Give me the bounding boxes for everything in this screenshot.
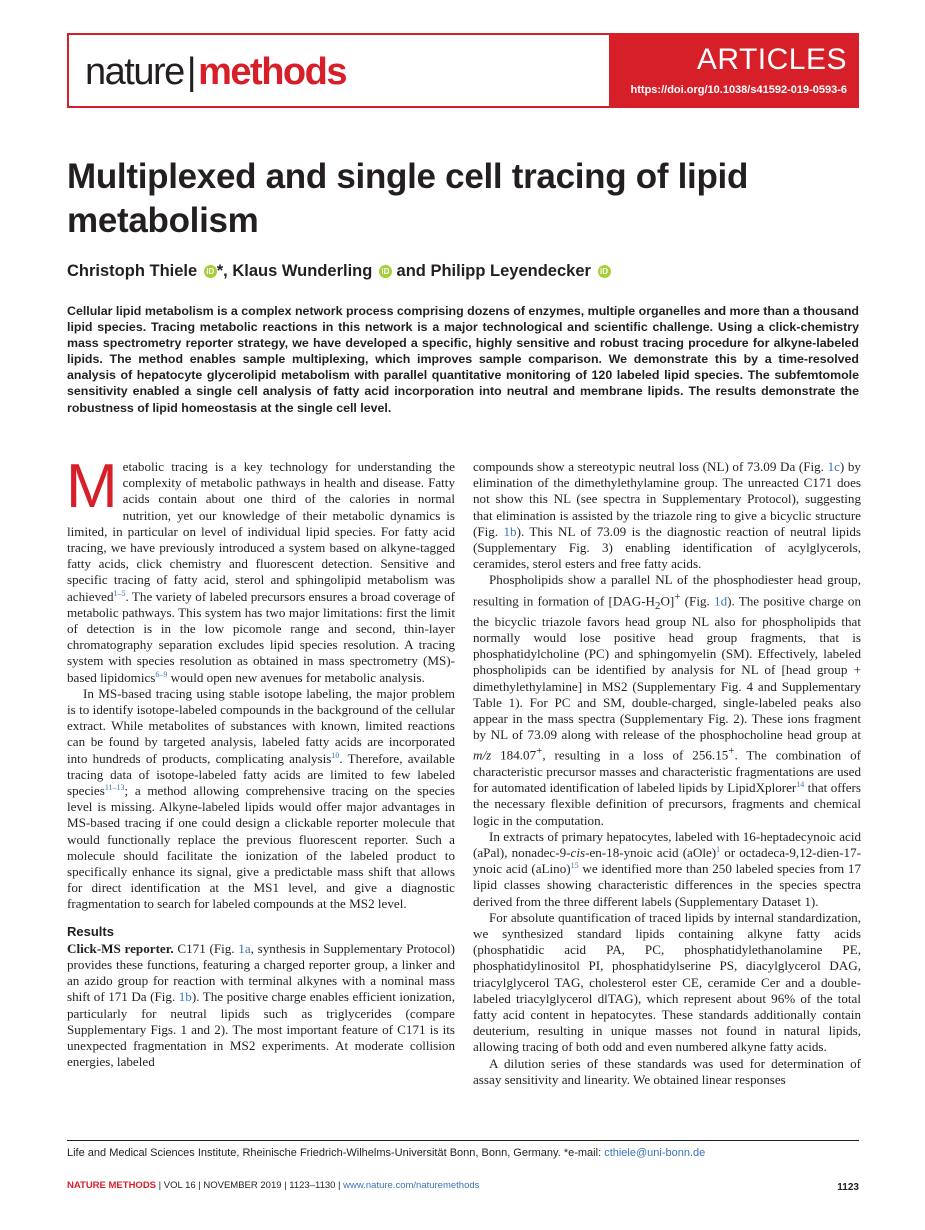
article-title: Multiplexed and single cell tracing of lipid metabolism (67, 157, 749, 240)
section-banner (609, 35, 857, 106)
journal-name: NATURE METHODS (67, 1180, 157, 1191)
paragraph: compounds show a stereotypic neutral loss (NL) of 73.09 Da (Fig. 1c) by elimination of the dimethylethylamine group. The unreacted C171 does not show this NL (see spectra in Supplementary Protocol), suggesting that elimination is assisted by the triazole ring to give a bicyclic structure (Fig. 1b). This NL of 73.09 is the diagnostic reaction of neutral lipids (Supplementary Fig. 3) enabling identification of acylglycerols, ceramides, sterol esters and free fatty acids. (473, 459, 861, 572)
figure-link[interactable]: 1b (178, 989, 192, 1005)
subsection-lead: Click-MS reporter. (67, 940, 174, 956)
figure-link[interactable]: 1d (714, 592, 728, 608)
figure-link[interactable]: 1a (238, 940, 251, 956)
paragraph: Click-MS reporter. C171 (Fig. 1a, synthesis in Supplementary Protocol) provides these functions, featuring a charged reporter group, a linker and an azido group for reaction with terminal alkynes with a nominal mass shift of 171 Da (Fig. 1b). The positive charge enables efficient ionization, particularly for neutral lipids such as triglycerides (compare Supplementary Figs. 1 and 2). The most important feature of C171 is its unexpected fragmentation in MS2 experiments. At moderate collision energies, labeled (67, 940, 456, 1070)
section-heading-results: Results (67, 923, 114, 939)
reference-link[interactable]: 11–13 (104, 783, 125, 793)
author-name[interactable]: Christoph Thiele (67, 262, 198, 280)
reference-link[interactable]: 10 (331, 750, 340, 760)
reference-link[interactable]: 1–5 (113, 588, 126, 598)
paragraph: In extracts of primary hepatocytes, labeled with 16-heptadecynoic acid (aPal), nonadec-9-cis-en-18-ynoic acid (aOle)$^1$ or octadeca-9,12-dien-17-ynoic acid (aLino)$^{15}$ we identified more than 250 labeled species from 17 lipid classes showing characteristic differences in the species spectra derived from the three different labels (Supplementary Dataset 1). (473, 828, 862, 909)
paragraph: Metabolic tracing is a key technology for understanding the complexity of metabolic pathways in health and disease. Fatty acids contain about one third of the calories in normal nutrition, yet our knowledge of their metabolic dynamics is limited, in particular on level of individual lipid species. For fatty acid tracing, we have previously introduced a system based on alkyne-tagged fatty acids, click chemistry and fluorescent detection. Sensitive and specific tracing of fatty acid, sterol and sphingolipid metabolism was achieved$^{1-5}$. The variety of labeled precursors ensures a broad coverage of metabolic pathways. This system has two major limitations: first the limit of detection is in the low picomole range and second, thin-layer chromatography separation excludes lipid species resolution. A tracing system with species resolution as obtained in mass spectrometry (MS)-based lipidomics$^{6-9}$ would open new avenues for metabolic analysis. (66, 452, 455, 685)
figure-link[interactable]: 1b (503, 523, 517, 539)
paragraph: For absolute quantification of traced lipids by internal standardization, we synthesized standard lipids containing alkyne fatty acids (phosphatidic acid PA, PC, phosphatidylethanolamine PE, phosphatidylinositol PI, phosphatidylserine PS, diacylglycerol DAG, triacylglycerol TAG, cholesterol ester CE, ceramide Cer and a double-labeled triacylglycerol dlTAG), which represent about 96% of the total fatty acid content in hepatocytes. These standards additionally contain deuterium, resulting in unique masses not found in natural lipids, allowing tracing of both odd and even numbered alkyne fatty acids. (473, 909, 861, 1055)
author-name[interactable]: Philipp Leyendecker (430, 262, 591, 280)
affiliation: Life and Medical Sciences Institute, Rheinische Friedrich-Wilhelms-Universität Bonn, Bonn, Germany. *e-mail: cthiele@uni-bonn.de (67, 1147, 706, 1159)
journal-logo-nature: nature (85, 51, 184, 93)
paragraph: In MS-based tracing using stable isotope labeling, the major problem is to identify isotope-labeled compounds in the background of the cellular extract. While metabolites of substances with known, limited reactions can be found by targeted analysis, labeled fatty acids are incorporated into hundreds of products, complicating analysis$^{10}$. Therefore, available tracing data of isotope-labeled fatty acids are limited to few labeled species$^{11-13}$; a method allowing comprehensive tracing on the species level is missing. Alkyne-labeled lipids would offer major advantages in MS-based tracing if one could design a clickable reporter molecule that would functionally replace the previous fluorescent reporter. Such a molecule should facilitate the ionization of the labeled product to specifically enhance its signal, give a predictable mass shift that allows for direct identification at the MS1 level, and give a diagnostic fragmentation to search for labeled compounds at the MS2 level. (67, 685, 455, 912)
body-column-left (66, 452, 456, 1070)
masthead (67, 33, 859, 108)
reference-link[interactable]: 6–9 (155, 669, 168, 679)
journal-url-link[interactable]: www.nature.com/naturemethods (343, 1180, 480, 1191)
body-column-right (473, 459, 861, 1088)
author-name[interactable]: Klaus Wunderling (232, 262, 373, 280)
orcid-icon[interactable]: iD (379, 265, 392, 278)
figure-link[interactable]: 1c (827, 459, 840, 474)
drop-cap: M (66, 452, 118, 521)
email-link[interactable]: cthiele@uni-bonn.de (604, 1147, 706, 1159)
abstract: Cellular lipid metabolism is a complex network process comprising dozens of enzymes, multiple organelles and more than a thousand lipid species. Tracing metabolic reactions in this network is a major technological and scientific challenge. Using a click-chemistry mass spectrometry reporter strategy, we have developed a specific, highly sensitive and robust tracing procedure for alkyne-labeled lipids. The method enables sample multiplexing, which improves sample comparison. We demonstrate this by a time-resolved analysis of hepatocyte glycerolipid metabolism with parallel quantitative monitoring of 120 labeled lipid species. The subfemtomole sensitivity enabled a single cell analysis of fatty acid incorporation into neutral and membrane lipids. The results demonstrate the robustness of lipid homeostasis at the single cell level. (67, 304, 859, 415)
paragraph: A dilution series of these standards was used for determination of assay sensitivity and linearity. We obtained linear responses (473, 1055, 861, 1087)
citation-footer: NATURE METHODS | VOL 16 | NOVEMBER 2019 | 1123–1130 | www.nature.com/naturemethods (67, 1180, 480, 1191)
paragraph: Phospholipids show a parallel NL of the phosphodiester head group, resulting in formation of $[DAG-H_2O]^+$ (Fig. 1d). The positive charge on the bicyclic triazole favors head group NL also for phospholipids that normally would lose positive head group fragments, that is phosphatidylcholine (PC) and sphingomyelin (SM). Effectively, labeled phospholipids can be identified by analysis for NL of [head group + dimethylethylamine] in MS2 (Supplementary Fig. 4 and Supplementary Table 1). For PC and SM, double-charged, single-labeled peaks also appear in the mass spectra (Supplementary Fig. 2). These ions fragment by NL of 73.09 along with release of the phosphocholine head group at m/z 184.07+, resulting in a loss of 256.15+. The combination of characteristic precursor masses and characteristic fragmentations are used for automated identification of labeled lipids by LipidXplorer$^{14}$ that offers the necessary flexible definition of precursors, fragments and chemical logic in the computation. (473, 572, 862, 828)
author-list: Christoph Thiele iD *, Klaus Wunderling iD and Philipp Leyendecker iD (67, 262, 611, 281)
journal-logo-methods: methods (198, 51, 346, 93)
footer-divider (67, 1140, 859, 1141)
reference-link[interactable]: 1 (716, 845, 721, 854)
journal-logo[interactable]: nature|methods (85, 51, 346, 93)
orcid-icon[interactable]: iD (204, 265, 217, 278)
doi-link[interactable]: https://doi.org/10.1038/s41592-019-0593-6 (630, 84, 847, 96)
page-number: 1123 (837, 1182, 859, 1193)
section-label: ARTICLES (696, 43, 847, 76)
orcid-icon[interactable]: iD (598, 265, 611, 278)
reference-link[interactable]: 15 (570, 861, 579, 871)
reference-link[interactable]: 14 (796, 780, 805, 790)
